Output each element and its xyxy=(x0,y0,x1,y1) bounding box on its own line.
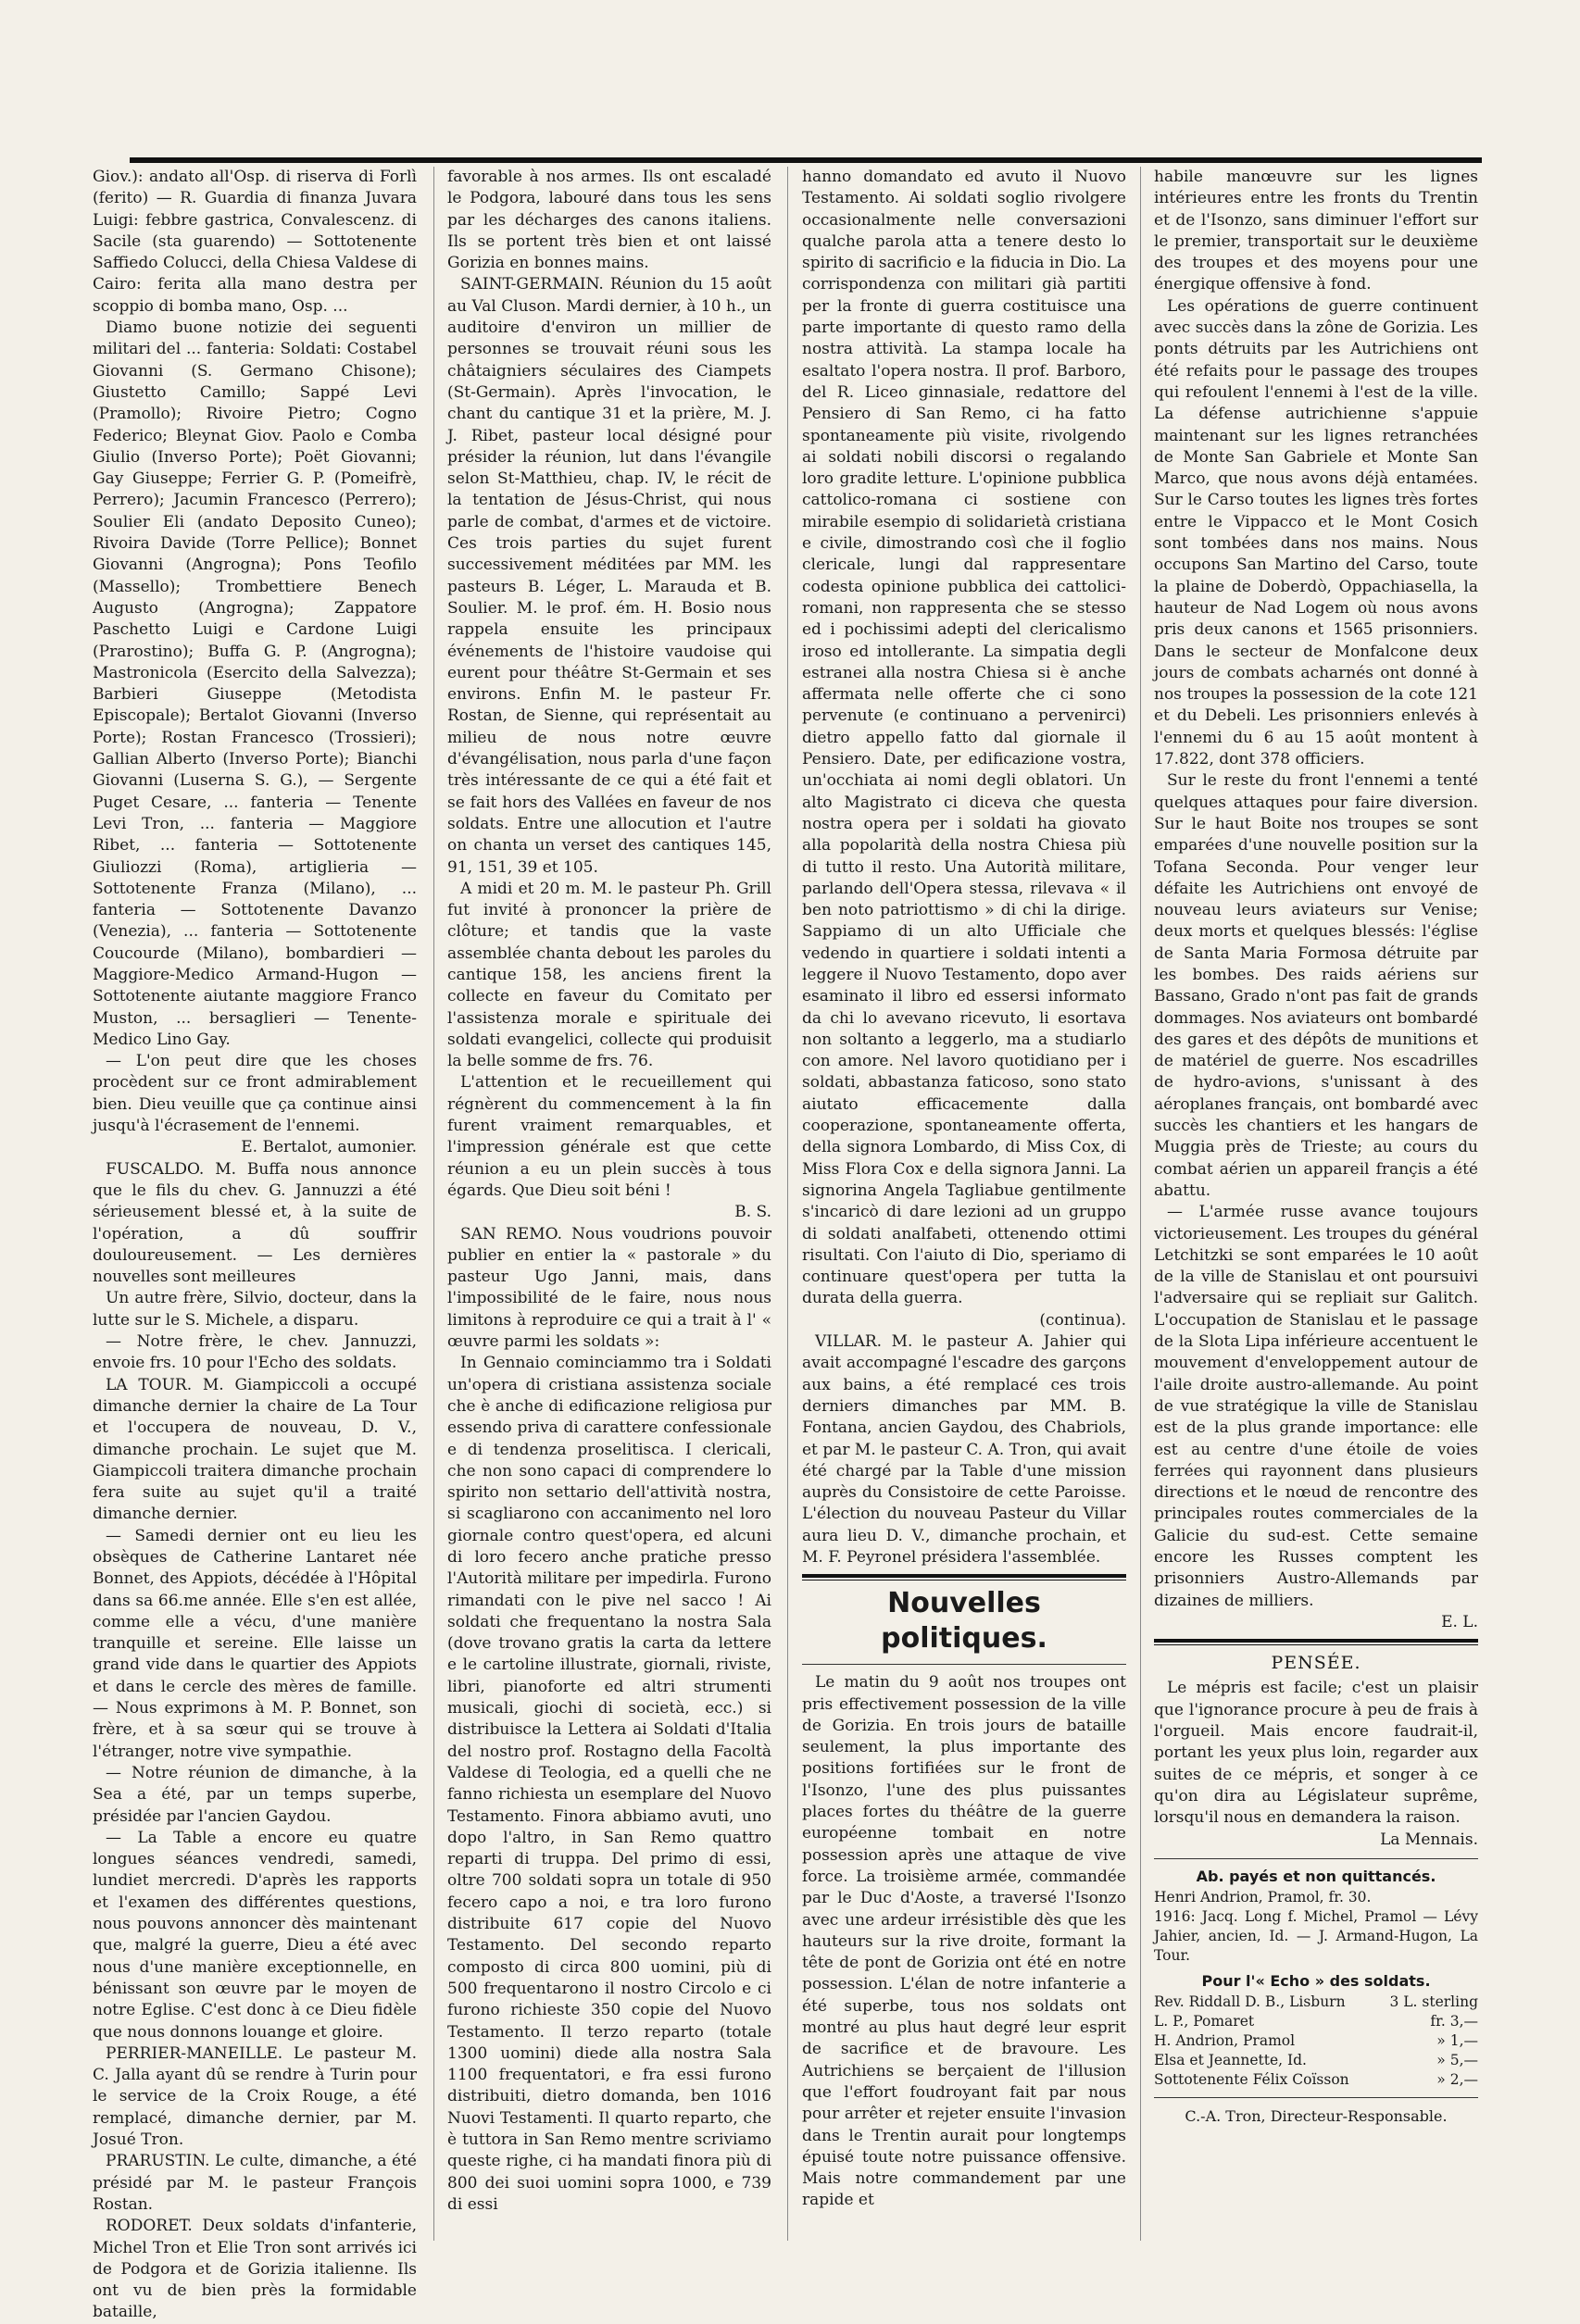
donation-amount: » 1,— xyxy=(1436,2031,1478,2049)
paragraph: Giov.): andato all'Osp. di riserva di Forlì (ferito) — R. Guardia di finanza Juvara Luigi: febbre gastrica, Convalescenz. di Sacile (sta guarendo) — Sottotenente Saffiedo Colucci, della Chiesa Valdese di Cairo: ferita alla mano destra per scoppio di bomba mano, Osp. ... xyxy=(93,168,417,316)
paragraph: — L'on peut dire que les choses procèdent sur ce front admirablement bien. Dieu veuille que ça continue ainsi jusqu'à l'écrasement de l'ennemi. xyxy=(93,1052,417,1136)
continued-note: (continua). xyxy=(1039,1310,1126,1330)
subscription-line: 1916: Jacq. Long f. Michel, Pramol — Lévy Jahier, ancien, Id. — J. Armand-Hugon, La Tour. xyxy=(1154,1907,1478,1964)
pensee-title: PENSÉE. xyxy=(1271,1653,1361,1674)
donor-name: Elsa et Jeannette, Id. xyxy=(1154,2051,1307,2068)
paragraph: SAN REMO. Nous voudrions pouvoir publier en entier la « pastorale » du pasteur Ugo Janni, mais, dans l'impossibilité de le faire, nous nous limitons à reproduire ce qui a trait à l' « œuvre parmi les soldats »: xyxy=(447,1224,771,1352)
paragraph: Le matin du 9 août nos troupes ont pris effectivement possession de la ville de Gorizia. En trois jours de bataille seulement, la plus importante des positions fortifiées sur le front de l'Isonzo, l'une des plus puissantes places fortes du théâtre de la guerre européenne tombait en notre possession après une attaque de vive force. La troisième armée, commandée par le Duc d'Aoste, a traversé l'Isonzo avec une ardeur irrésistible dès que les hauteurs sur la rive droite, formant la tête de pont de Gorizia ont été en notre possession. L'élan de notre infanterie a été superbe, tous nos soldats ont montré au plus haut degré leur esprit de sacrifice et de bravoure. Les Autrichiens se berçaient de l'illusion que l'effort foudroyant fait par nous pour arrêter et rejeter ensuite l'invasion dans le Trentin aurait pour longtemps épuisé toute notre puissance offensive. Mais notre commandement par une rapide et xyxy=(802,1673,1126,2210)
column-rule xyxy=(433,167,434,2241)
donor-name: L. P., Pomaret xyxy=(1154,2012,1255,2030)
paragraph: PRARUSTIN. Le culte, dimanche, a été présidé par M. le pasteur François Rostan. xyxy=(93,2152,417,2214)
column-1 xyxy=(93,167,417,2324)
paragraph: — L'armée russe avance toujours victorieusement. Les troupes du général Letchitzki se sont emparées le 10 août de la ville de Stanislau et ont poursuivi l'adversaire qui se repliait sur Galitch. L'occupation de Stanislau et le passage de la Slota Lipa inférieure accentuent le mouvement d'enveloppement autour de l'aile droite austro-allemande. Au point de vue stratégique la ville de Stanislau est de la plus grande importance: elle est au centre d'une étoile de voies ferrées qui rayonnent dans plusieurs directions et le nœud de rencontre des principales routes commerciales de la Galicie du sud-est. Cette semaine encore les Russes comptent les prisonniers Austro-Allemands par dizaines de milliers. xyxy=(1154,1203,1478,1610)
divider xyxy=(1154,1858,1478,1859)
paragraph: PERRIER-MANEILLE. Le pasteur M. C. Jalla ayant dû se rendre à Turin pour le service de la Croix Rouge, a été remplacé, dimanche dernier, par M. Josué Tron. xyxy=(93,2043,417,2150)
paragraph: — Samedi dernier ont eu lieu les obsèques de Catherine Lantaret née Bonnet, des Appiots, décédée à l'Hôpital dans sa 66.me année. Elle s'en est allée, comme elle a vécu, d'une manière tranquille et sereine. Elle laisse un grand vide dans le quartier des Appiots et dans le cercle des mères de famille. — Nous exprimons à M. P. Bonnet, son frère, et à sa sœur qui se trouve à l'étranger, notre vive sympathie. xyxy=(93,1526,417,1761)
section-rule xyxy=(1154,1639,1478,1645)
subscriptions-block xyxy=(1154,1867,1478,2090)
donation-row xyxy=(1154,2070,1478,2090)
divider xyxy=(802,1664,1126,1665)
donation-amount: 3 L. sterling xyxy=(1389,1993,1478,2010)
column-4 xyxy=(1154,167,1478,2127)
paragraph: A midi et 20 m. M. le pasteur Ph. Grill fut invité à prononcer la prière de clôture; et tandis que la vaste assemblée chanta debout les paroles du cantique 158, les anciens firent la collecte en faveur du Comitato per l'assistenza morale e spirituale dei soldati evangelici, collecte qui produisit la belle somme de frs. 76. xyxy=(447,879,771,1071)
donation-row xyxy=(1154,2031,1478,2051)
paragraph: Le mépris est facile; c'est un plaisir que l'ignorance procure à peu de frais à l'orgueil. Mais encore faudrait-il, portant les yeux plus loin, regarder aux suites de ce mépris, et songer à ce qu'on dira au Législateur suprême, lorsqu'il nous en demandera la raison. xyxy=(1154,1679,1478,1828)
donor-name: Sottotenente Félix Coïsson xyxy=(1154,2070,1349,2088)
donor-name: H. Andrion, Pramol xyxy=(1154,2031,1296,2049)
paragraph: — Notre frère, le chev. Jannuzzi, envoie frs. 10 pour l'Echo des soldats. xyxy=(93,1332,417,1373)
signature: E. Bertalot, aumonier. xyxy=(241,1138,417,1157)
column-rule xyxy=(1140,167,1141,2241)
paragraph: favorable à nos armes. Ils ont escaladé le Podgora, labouré dans tous les sens par les décharges des canons italiens. Ils se portent très bien et ont laissé Gorizia en bonnes mains. xyxy=(447,168,771,273)
paragraph: VILLAR. M. le pasteur A. Jahier qui avait accompagné l'escadre des garçons aux bains, a été remplacé ces trois derniers dimanches par MM. B. Fontana, ancien Gaydou, des Chabriols, et par M. le pasteur C. A. Tron, qui avait été chargé par la Table d'une mission auprès du Consistoire de cette Paroisse. L'élection du nouveau Pasteur du Villar aura lieu D. V., dimanche prochain, et M. F. Peyronel présidera l'assemblée. xyxy=(802,1332,1126,1567)
donation-row xyxy=(1154,2012,1478,2031)
column-rule xyxy=(787,167,788,2241)
signature: E. L. xyxy=(1441,1612,1478,1631)
paragraph: LA TOUR. M. Giampiccoli a occupé dimanche dernier la chaire de La Tour et l'occupera de nouveau, D. V., dimanche prochain. Le sujet que M. Giampiccoli traitera dimanche prochain fera suite au sujet qu'il a traité dimanche dernier. xyxy=(93,1375,417,1524)
paragraph: Diamo buone notizie dei seguenti militari del ... fanteria: Soldati: Costabel Giovanni (S. Germano Chisone); Giustetto Camillo; Sappé Levi (Pramollo); Rivoire Pietro; Cogno Federico; Bleynat Giov. Paolo e Comba Giulio (Inverso Porte); Poët Giovanni; Gay Giuseppe; Ferrier G. P. (Pomeifrè, Perrero); Jacumin Francesco (Perrero); Soulier Eli (andato Deposito Cuneo); Rivoira Davide (Torre Pellice); Bonnet Giovanni (Angrogna); Pons Teofilo (Massello); Trombettiere Benech Augusto (Angrogna); Zappatore Paschetto Luigi e Cardone Luigi (Prarostino); Buffa G. P. (Angrogna); Mastronicola (Esercito della Salvezza); Barbieri Giuseppe (Metodista Episcopale); Bertalot Giovanni (Inverso Porte); Rostan Francesco (Trossieri); Gallian Alberto (Inverso Porte); Bianchi Giovanni (Luserna S. G.), — Sergente Puget Cesare, ... fanteria — Tenente Levi Tron, ... fanteria — Maggiore Ribet, ... fanteria — Sottotenente Giuliozzi (Roma), artiglieria — Sottotenente Franza (Milano), ... fanteria — Sottotenente Davanzo (Venezia), ... fanteria — Sottotenente Coucourde (Milano), bombardieri — Maggiore-Medico Armand-Hugon — Sottotenente aiutante maggiore Franco Muston, ... bersaglieri — Tenente-Medico Lino Gay. xyxy=(93,319,417,1049)
paragraph: L'attention et le recueillement qui régnèrent du commencement à la fin furent vraiment remarquables, et l'impression générale est que cette réunion a eu un plein succès à tous égards. Que Dieu soit béni ! xyxy=(447,1073,771,1200)
donations-title: Pour l'« Echo » des soldats. xyxy=(1201,1971,1431,1990)
donation-amount: » 2,— xyxy=(1436,2070,1478,2088)
section-title: Nouvelles politiques. xyxy=(881,1587,1047,1656)
paragraph: FUSCALDO. M. Buffa nous annonce que le fils du chev. G. Jannuzzi a été sérieusement blessé et, à la suite de l'opération, a dû souffrir douloureusement. — Les dernières nouvelles sont meilleures xyxy=(93,1159,417,1287)
donation-row xyxy=(1154,1993,1478,2012)
section-rule xyxy=(802,1574,1126,1581)
signature: La Mennais. xyxy=(1380,1830,1478,1849)
paragraph: In Gennaio cominciammo tra i Soldati un'opera di cristiana assistenza sociale che è anche di edificazione religiosa pur essendo priva di carattere confessionale e di tendenza proselitisca. I clericali, che non sono capaci di comprendere lo spirito non settario dell'attività nostra, si scagliarono con accanimento nel loro giornale contro quest'opera, ed alcuni di loro fecero anche pratiche presso l'Autorità militare per impedirla. Furono rimandati con le pive nel sacco ! Ai soldati che frequentano la nostra Sala (dove trovano gratis la carta da lettere e le cartoline illustrate, giornali, riviste, libri, pianoforte ed altri strumenti musicali, giochi di società, ecc.) si distribuisce la Lettera ai Soldati d'Italia del nostro prof. Rostagno della Facoltà Valdese di Teologia, ed a quelli che ne fanno richiesta un esemplare del Nuovo Testamento. Finora abbiamo avuti, uno dopo l'altro, in San Remo quattro reparti di truppa. Del primo di essi, oltre 700 soldati sopra un totale di 950 fecero capo a noi, e tra loro furono distribuite 617 copie del Nuovo Testamento. Del secondo reparto composto di circa 800 uomini, più di 500 frequentarono il nostro Circolo e ci furono richieste 350 copie del Nuovo Testamento. Il terzo reparto (totale 1300 uomini) diede alla nostra Sala 1100 frequentatori, e fra essi furono distribuiti, dietro domanda, ben 1016 Nuovi Testamenti. Il quarto reparto, che è tuttora in San Remo mentre scriviamo queste righe, ci ha mandati finora più di 800 dei suoi uomini sopra 1000, e 739 di essi xyxy=(447,1354,771,2214)
subscription-line: Henri Andrion, Pramol, fr. 30. xyxy=(1154,1888,1372,1905)
signature: B. S. xyxy=(734,1203,771,1222)
paragraph: SAINT-GERMAIN. Réunion du 15 août au Val Cluson. Mardi dernier, à 10 h., un auditoire d'environ un millier de personnes se trouvait réuni sous les châtaigniers séculaires des Ciampets (St-Germain). Après l'invocation, le chant du cantique 31 et la prière, M. J. J. Ribet, pasteur local désigné pour présider la réunion, lut dans l'évangile selon St-Matthieu, chap. IV, le récit de la tentation de Jésus-Christ, qui nous parle de combat, d'armes et de victoire. Ces trois parties du sujet furent successivement méditées par MM. les pasteurs B. Léger, L. Marauda et B. Soulier. M. le prof. ém. H. Bosio nous rappela ensuite les principaux événements de l'histoire vaudoise qui eurent pour théâtre St-Germain et ses environs. Enfin M. le pasteur Fr. Rostan, de Sienne, qui représentait au milieu de nous notre œuvre d'évangélisation, nous parla d'une façon très intéressante de ce qui a été fait et se fait hors des Vallées en faveur de nos soldats. Entre une allocution et l'autre on chanta un verset des cantiques 145, 91, 151, 39 et 105. xyxy=(447,275,771,877)
column-2 xyxy=(447,167,771,2216)
donation-row xyxy=(1154,2051,1478,2070)
donor-name: Rev. Riddall D. B., Lisburn xyxy=(1154,1993,1346,2010)
subscriptions-title: Ab. payés et non quittancés. xyxy=(1196,1867,1436,1885)
column-3 xyxy=(802,167,1126,2212)
paragraph: Les opérations de guerre continuent avec succès dans la zône de Gorizia. Les ponts détruits par les Autrichiens ont été refaits pour le passage des troupes qui refoulent l'ennemi à l'est de la ville. La défense autrichienne s'appuie maintenant sur les lignes retranchées de Monte San Gabriele et Monte San Marco, que nous avons déjà entamées. Sur le Carso toutes les lignes très fortes entre le Vippacco et le Mont Cosich sont tombées dans nos mains. Nous occupons San Martino del Carso, toute la plaine de Doberdò, Oppachiasella, la hauteur de Nad Logem où nous avons pris deux canons et 1565 prisonniers. Dans le secteur de Monfalcone deux jours de combats acharnés ont donné à nos troupes la possession de la cote 121 et du Debeli. Les prisonniers enlevés à l'ennemi du 6 au 15 août montent à 17.822, dont 378 officiers. xyxy=(1154,296,1478,769)
donation-amount: » 5,— xyxy=(1436,2051,1478,2068)
paragraph: — La Table a encore eu quatre longues séances vendredi, samedi, lundiet mercredi. D'après les rapports et l'examen des différentes questions, nous pouvons annoncer dès maintenant que, malgré la guerre, Dieu a été avec nous d'une manière exceptionnelle, en bénissant son œuvre par le moyen de notre Eglise. C'est donc à ce Dieu fidèle que nous donnons louange et gloire. xyxy=(93,1828,417,2042)
paragraph: Sur le reste du front l'ennemi a tenté quelques attaques pour faire diversion. Sur le haut Boite nos troupes se sont emparées d'une nouvelle position sur la Tofana Seconda. Pour venger leur défaite les Autrichiens ont envoyé de nouveau leurs aviateurs sur Venise; deux morts et quelques blessés: l'église de Santa Maria Formosa détruite par les bombes. Des raids aériens sur Bassano, Grado n'ont pas fait de grands dommages. Nos aviateurs ont bombardé des gares et des dépôts de munitions et de matériel de guerre. Nos escadrilles de hydro-avions, s'unissant à des aéroplanes français, ont bombardé avec succès les chantiers et les hangars de Muggia près de Trieste; au cours du combat aérien un appareil françis a été abattu. xyxy=(1154,771,1478,1200)
paragraph: — Notre réunion de dimanche, à la Sea a été, par un temps superbe, présidée par l'ancien Gaydou. xyxy=(93,1763,417,1826)
donation-amount: fr. 3,— xyxy=(1430,2012,1478,2030)
paragraph: hanno domandato ed avuto il Nuovo Testamento. Ai soldati soglio rivolgere occasionalmente nelle conversazioni qualche parola atta a tenere desto lo spirito di sacrificio e la fiducia in Dio. La corrispondenza con militari già partiti per la fronte di guerra costituisce una parte importante di questo ramo della nostra attività. La stampa locale ha esaltato l'opera nostra. Il prof. Barboro, del R. Liceo ginnasiale, redattore del Pensiero di San Remo, ci ha fatto spontaneamente più visite, rivolgendo ai soldati nobili discorsi o regalando loro gradite letture. L'opinione pubblica cattolico-romana ci sostiene con mirabile esempio di solidarietà cristiana e civile, dimostrando così che il foglio clericale, lungi dal rappresentare codesta opinione pubblica dei cattolici-romani, non rappresenta che se stesso ed i pochissimi adepti del clericalismo iroso ed intollerante. La simpatia degli estranei alla nostra Chiesa si è anche affermata nelle offerte che ci sono pervenute (e continuano a pervenirci) dietro appello fatto dal giornale il Pensiero. Date, per edificazione vostra, un'occhiata ai nomi degli oblatori. Un alto Magistrato ci diceva che questa nostra opera per i soldati ha giovato alla popolarità della nostra Chiesa più di tutto il resto. Una Autorità militare, parlando dell'Opera stessa, rilevava « il ben noto patriottismo » di chi la dirige. Sappiamo di un alto Ufficiale che vedendo in quartiere i soldati intenti a leggere il Nuovo Testamento, dopo aver esaminato il libro ed essersi informato da chi lo avevano ricevuto, li esortava non soltanto a leggerlo, ma a studiarlo con amore. Nel lavoro quotidiano per i soldati, abbastanza faticoso, sono stato aiutato efficacemente dalla cooperazione, spontaneamente offerta, della signora Lombardo, di Miss Cox, di Miss Flora Cox e della signora Janni. La signorina Angela Tagliabue gentilmente s'incaricò di dare lezioni ad un gruppo di soldati analfabeti, ottenendo ottimi risultati. Con l'aiuto di Dio, speriamo di continuare quest'opera per tutta la durata della guerra. xyxy=(802,168,1126,1308)
divider xyxy=(1154,2097,1478,2098)
paragraph: RODORET. Deux soldats d'infanterie, Michel Tron et Elie Tron sont arrivés ici de Podgora et de Gorizia italienne. Ils ont vu de bien près la formidable bataille, xyxy=(93,2217,417,2322)
paragraph: Un autre frère, Silvio, docteur, dans la lutte sur le S. Michele, a disparu. xyxy=(93,1289,417,1330)
publisher-footer: C.-A. Tron, Directeur-Responsable. xyxy=(1185,2106,1448,2125)
paragraph: habile manœuvre sur les lignes intérieures entre les fronts du Trentin et de l'Isonzo, sans diminuer l'effort sur le premier, transportait sur le deuxième des troupes et des moyens pour une énergique offensive à fond. xyxy=(1154,168,1478,294)
top-rule xyxy=(130,157,1482,163)
